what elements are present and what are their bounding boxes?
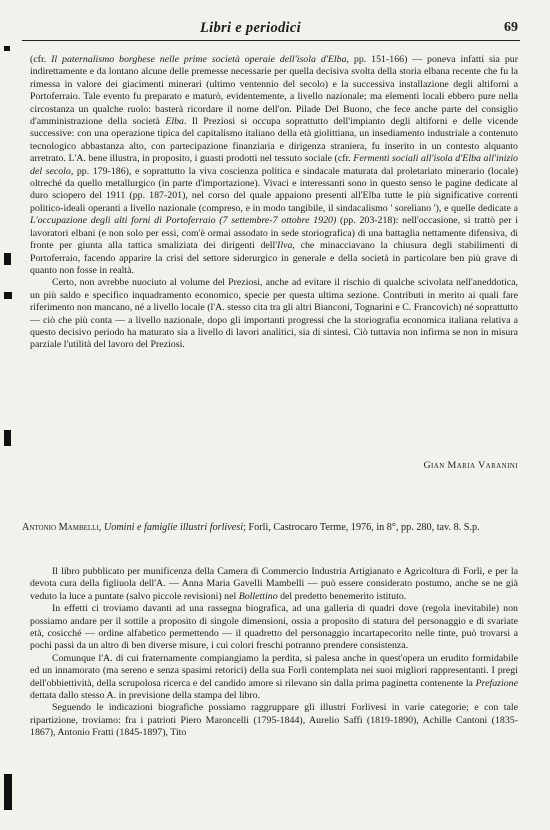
article-title: L'occupazione degli alti forni di Portoferraio (7 settembre-7 ottobre 1920) [30, 215, 337, 227]
margin-mark [4, 774, 12, 810]
review2-body [30, 566, 518, 740]
reviewer-signature: Gian Maria Varanini [423, 460, 518, 471]
review2-paragraph-4: Seguendo le indicazioni biografiche possiamo raggruppare gli illustri Forlivesi in varie categorie; e con tale ripartizione, troviamo: fra i patrioti Piero Maroncelli (1795-1844), Aurelio Saffi (1819-1890), Achille Cantoni (1835-1867), Antonio Fratti (1845-1897), Tito [30, 702, 518, 739]
running-title: Libri e periodici [200, 20, 301, 36]
margin-mark [4, 253, 11, 265]
review2-paragraph-2: In effetti ci troviamo davanti ad una rassegna biografica, ad una galleria di quadri dove (regola inevitabile) non possiamo andare per il sottile a proposito di singole dimensioni, ossia a proposito di statura del personaggio e di svariate età, cosicché — ordine alfabetico permettendo — il quadretto del personaggio incartapecorito nelle tinte, può trovarsi a pochi passi da un altro di ben diverse misure, i cui colori freschi potranno prendere consistenza. [30, 603, 518, 652]
review1-paragraph-2: Certo, non avrebbe nuociuto al volume del Preziosi, anche ad evitare il rischio di qualche scivolata nell'aneddotica, un più saldo e specifico inquadramento economico, specie per questa ultima sezione. Contributi in merito ai quali fare riferimento non mancano, né a livello locale (l'A. stesso cita tra gli altri Bianconi, Tognarini e C. Francovich) né soprattutto — ciò che più conta — a livello nazionale, dopo gli importanti progressi che la storiografia economica italiana relativa a questo decisivo periodo ha maturato sia a livello di lavori analitici, sia di sintesi. Ciò tuttavia non infirma se non in misura parziale l'utilità del lavoro del Preziosi. [30, 277, 518, 351]
company-name: Ilva [277, 240, 293, 252]
page-number: 69 [504, 20, 518, 35]
book-citation: Antonio Mambelli, Uomini e famiglie illustri forlivesi; Forlì, Castrocaro Terme, 1976, in 8°, pp. 280, tav. 8. S.p. [22, 522, 480, 533]
article-title: Fermenti sociali all'isola d'Elba all'inizio del secolo [30, 153, 518, 177]
book-publication: ; Forlì, Castrocaro Terme, 1976, in 8°, pp. 280, tav. 8. S.p. [243, 522, 480, 533]
review-continuation [30, 54, 518, 352]
margin-mark [4, 430, 11, 446]
article-title: Il paternalismo borghese nelle prime società operaie dell'isola d'Elba [51, 54, 347, 65]
page-header [22, 18, 520, 41]
company-name: Elba [165, 116, 184, 128]
review2-paragraph-1: Il libro pubblicato per munificenza della Camera di Commercio Industria Artigianato e Agricoltura di Forlì, e per la devota cura della figliuola dell'A. — Anna Maria Gavelli Mambelli — può essere considerato postumo, anche se ne già veduto la luce a puntate (salvo piccole revisioni) nel Bollettino del predetto benemerito istituto. [30, 566, 518, 602]
review2-paragraph-3: Comunque l'A. di cui fraternamente compiangiamo la perdita, si palesa anche in quest'opera un erudito formidabile ed un innamorato (ma sereno e senza spasimi retorici) della sua Forlì contemplata nei suoi migliori rappresentanti. I pregi dell'obbiettività, della scrupolosa ricerca e del candido amore si rilevano sin dalla prima paginetta contenente la Prefazione dettata dallo stesso A. in previsione della stampa del libro. [30, 652, 518, 702]
margin-mark [4, 46, 10, 51]
preface-title: Prefazione [475, 677, 518, 689]
journal-title: Bollettino [238, 590, 278, 602]
review1-paragraph-1: (cfr. Il paternalismo borghese nelle prime società operaie dell'isola d'Elba, pp. 151-166) — poneva infatti sia pur indirettamente e da lontano alcune delle premesse necessarie per quella decisiva svolta della storia elbana recente che fu la rimessa in valore dei giacimenti minerari (ultimo ventennio del secolo) e la successiva installazione degli altiforni a Portoferraio. Tale evento fu preparato e maturò, evidentemente, a livello nazionale; ma elementi locali ebbero pure nella circostanza un qualche ruolo: basterà ricordare il nome dell'on. Pilade Del Buono, che fece anche parte del consiglio d'amministrazione della società Elba. Il Preziosi si occupa soprattutto dell'impianto degli altiforni e delle vicende successive: con una operazione tipica del capitalismo italiano della età giolittiana, un insediamento industriale a contenuto tecnologico abbastanza alto, con partecipazione finanziaria e dirigenza straniera, fu inserito in un contesto alquanto arretrato. L'A. bene illustra, in proposito, i guasti prodotti nel tessuto sociale (cfr. Fermenti sociali all'isola d'Elba all'inizio del secolo, pp. 179-186), e soprattutto la viva coscienza politica e sindacale maturata dal proletariato minerario (locale) oltreché da quello metallurgico (in parte d'importazione). Vivaci e interessanti sono in questo senso le pagine dedicate al duro sciopero del 1911 (pp. 187-201), nel corso del quale appaiono presenti all'Elba tutte le più significative correnti politico-ideali operanti a livello nazionale (compreso, e in modo tangibile, il sindacalismo ' soreliano '), e quelle dedicate a L'occupazione degli alti forni di Portoferraio (7 settembre-7 ottobre 1920) (pp. 203-218): nell'occasione, si trattò per i lavoratori elbani (e non solo per essi, com'è ormai assodato in sede storiografica) di una battaglia nettamente difensiva, di fronte per giunta alla tattica smaliziata dei dirigenti dell'Ilva, che minacciavano la chiusura degli stabilimenti di Portoferraio, facendo apparire la crisi del settore siderurgico in generale e della società in particolare ben più grave di quanto non fosse in realtà. [30, 54, 519, 276]
book-title: Uomini e famiglie illustri forlivesi [103, 522, 244, 533]
margin-mark [4, 292, 12, 299]
book-author: Antonio Mambelli [22, 522, 99, 533]
